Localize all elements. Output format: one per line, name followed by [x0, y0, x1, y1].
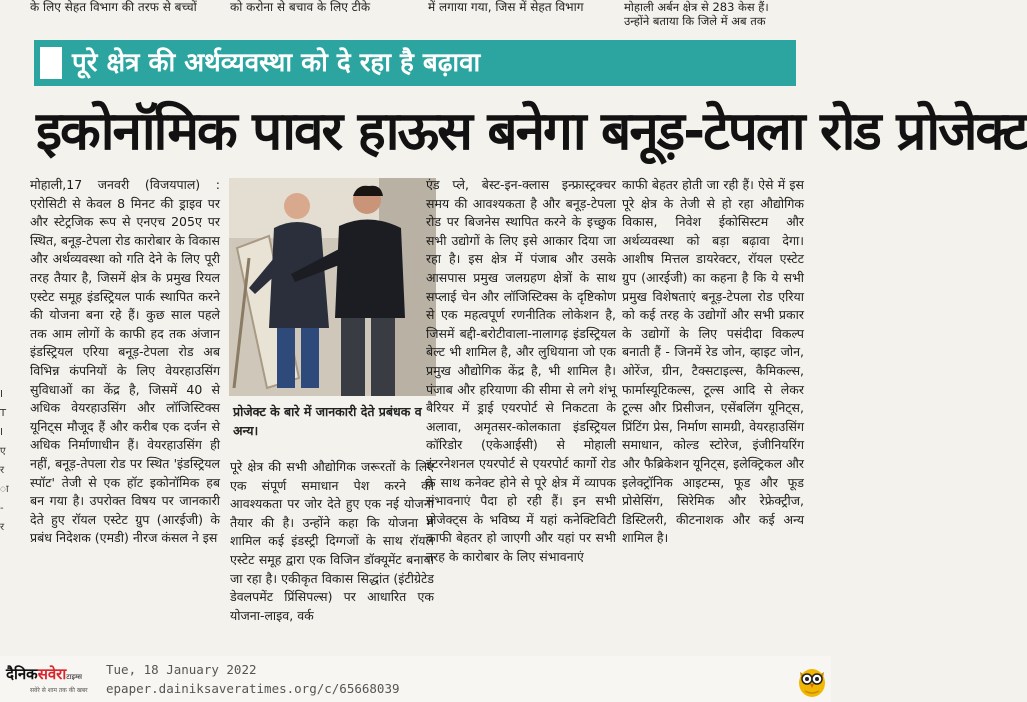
article-column-4: काफी बेहतर होती जा रही हैं। ऐसे में इस पूरे क्षेत्र के तेजी से हो रहा औद्योगिक विकास, निवेश ईकोसिस्टम और अर्थव्यवस्था को बड़ा बढ़ावा देगा। आशीष मित्तल डायरेक्टर, रॉयल एस्टेट ग्रुप (आरईजी) का कहना है कि ये सभी प्रमुख विशेषताएं बनूड़-टेपला रोड एरिया को कई तरह के उद्योगों और सभी प्रकार के उद्योगों के लिए पसंदीदा विकल्प बनाती हैं - जिनमें रेड जोन, व्हाइट जोन, ओरेंज, ग्रीन, टैक्सटाइल्स, कैमिकल्स, फार्मास्यूटिकल्स, टूल्स आदि से लेकर टूल्स और प्रिसीजन, एसेंबलिंग यूनिट्स, प्रिंटिंग प्रेस, निर्माण सामग्री, वेयरहाउसिंग समाधान, कोल्ड स्टोरेज, इंजीनियरिंग और फैब्रिकेशन यूनिट्स, इलेक्ट्रिकल और इलेक्ट्रॉनिक आइटम्स, फूड और फूड प्रोसेसिंग, सिरेमिक और रेफ्रेक्ट्रीज, डिस्टिलरी, कीटनाशक और कई अन्य शामिल है। — [622, 177, 804, 546]
top-fragment-col3: में लगाया गया, जिस में सेहत विभाग — [428, 0, 584, 14]
headline: इकोनॉमिक पावर हाऊस बनेगा बनूड़-टेपला रोड प्रोजेक्ट — [36, 101, 1027, 162]
top-fragment-col1: के लिए सेहत विभाग की तरफ से बच्चों — [30, 0, 197, 14]
subheadline: पूरे क्षेत्र की अर्थव्यवस्था को दे रहा है बढ़ावा — [72, 48, 481, 78]
epaper-url[interactable]: epaper.dainiksaveratimes.org/c/65668039 — [106, 681, 400, 696]
left-edge-fragment: I T I ए र ा - र — [0, 389, 9, 533]
logo-tagline: सवेरे से शाम तक की खबर — [30, 687, 88, 694]
article-column-1: मोहाली,17 जनवरी (विजयपाल) : एरोसिटी से केवल 8 मिनट की ड्राइव पर और स्टेट्रजिक रूप से एनएच 205ए पर स्थित, बनूड़-टेपला रोड कारोबार के विकास और अर्थव्यवस्था को गति देने के लिए पूरी तरह तैयार है, जिसमें क्षेत्र के प्रमुख रियल एस्टेट समूह इंडस्ट्रियल पार्क स्थापित करने की योजना बना रहे हैं। कुछ साल पहले तक आम लोगों के काफी हद तक अंजान इंडस्ट्रियल एरिया बनूड़-टेपला रोड अब विभिन्न कंपनियों के लिए वेयरहाउसिंग सुविधाओं का केंद्र है, जिसमें 40 से अधिक वेयरहाउसिंग और लॉजिस्टिक्स यूनिट्स मौजूद हैं और करीब एक दर्जन से अधिक निर्माणाधीन हैं। वेयरहाउसिंग ही नहीं, बनूड़-तेपला रोड पर स्थित 'इंडस्ट्रियल स्पॉट' तेजी से एक हॉट इकोनॉमिक हब बन गया है। उपरोक्त विषय पर जानकारी देते हुए रॉयल एस्टेट ग्रुप (आरईजी) के प्रबंध निदेशक (एमडी) नीरज कंसल ने इस — [30, 177, 220, 546]
article-photo — [229, 178, 436, 396]
photo-illustration — [229, 178, 436, 396]
subheadline-marker — [40, 47, 62, 79]
article-column-2: पूरे क्षेत्र की सभी औद्योगिक जरूरतों के लिए एक संपूर्ण समाधान पेश करने की आवश्यकता पर जोर देते हुए एक नई योजना तैयार की है। उन्होंने कहा कि योजना में शामिल कई इंडस्ट्री दिग्गजों के साथ रॉयल एस्टेट समूह द्वारा एक विजिन डॉक्यूमेंट बनाया जा रहा है। एकीकृत विकास सिद्धांत (इंटीग्रेटेड डेवलपमेंट प्रिंसिपल्स) पर आधारित एक योजना-लाइव, वर्क — [230, 459, 434, 623]
owl-icon[interactable] — [797, 664, 827, 702]
article-column-3: एंड प्ले, बेस्ट-इन-क्लास इन्फ्रास्ट्रक्चर समय की आवश्यकता है और बनूड़-टेपला रोड पर बिजनेस स्थापित करने के इच्छुक सभी उद्योगों के लिए इसे आकार दिया जा रहा है। इस क्षेत्र में पंजाब और उसके आसपास प्रमुख जलग्रहण क्षेत्रों के साथ सप्लाई चेन और लॉजिस्टिक्स के दृष्टिकोण से एक महत्वपूर्ण रणनीतिक लोकेशन है, जिसमें बद्दी-बरोटीवाला-नालागढ़ इंडस्ट्रियल बेल्ट भी शामिल है, और लुधियाना जो एक प्रमुख औद्योगिक केंद्र है, भी शामिल है। पंजाब और हरियाणा की सीमा से लगे शंभू बैरियर में ड्राई एयरपोर्ट से निकटता के अलावा, अमृतसर-कोलकाता इंडस्ट्रियल कॉरिडोर (एकेआईसी) से मोहाली इंटरनेशनल एयरपोर्ट से एयरपोर्ट कार्गो रोड के साथ कनेक्ट होने से पूरे क्षेत्र में व्यापक संभावनाएं पैदा हो रही हैं। इन सभी प्रोजेक्ट्स के भविष्य में यहां कनेक्टिविटी काफी बेहतर हो जाएगी और यहां पर सभी तरह के कारोबार के लिए संभावनाएं — [426, 177, 616, 564]
top-fragment-col4: मोहाली अर्बन क्षेत्र से 283 केस हैं। उन्होंने बताया कि जिले में अब तक — [624, 0, 769, 28]
edition-date: Tue, 18 January 2022 — [106, 662, 257, 677]
top-fragment-col2: को करोना से बचाव के लिए टीके — [230, 0, 371, 14]
publication-logo[interactable]: दैनिकसवेराटाइम्स — [6, 665, 83, 683]
photo-caption: प्रोजेक्ट के बारे में जानकारी देते प्रबंधक व अन्य। — [233, 404, 422, 438]
